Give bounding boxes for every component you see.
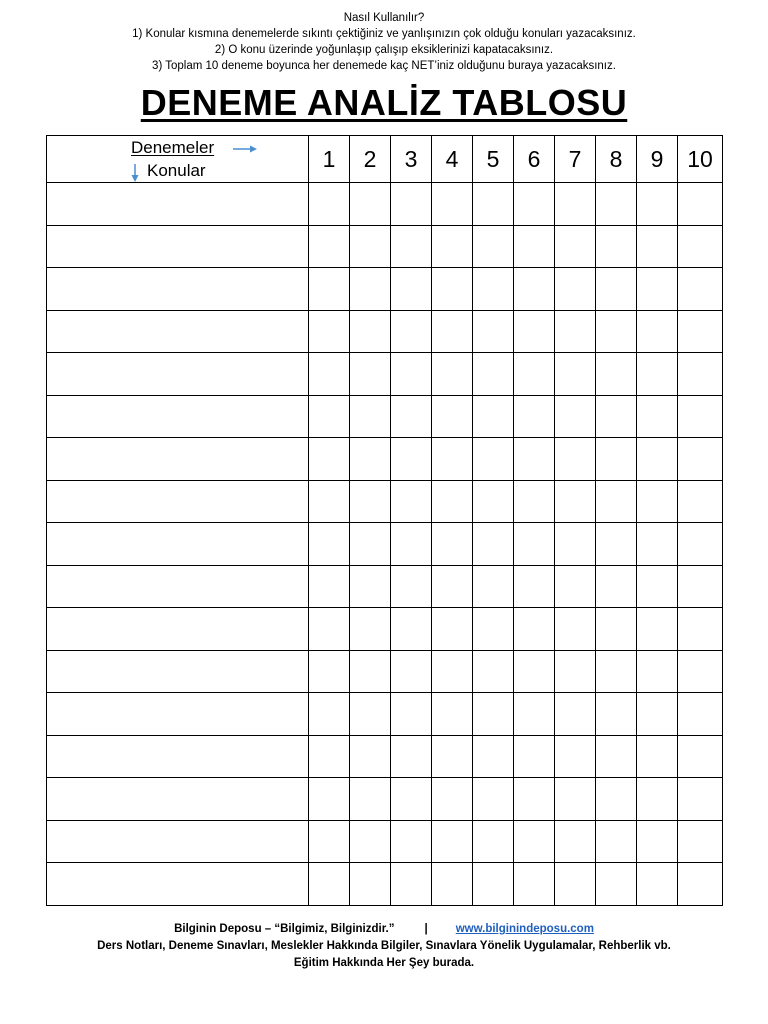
net-cell-1[interactable] [309,225,350,268]
net-cell-3[interactable] [391,693,432,736]
net-cell-5[interactable] [473,650,514,693]
net-cell-5[interactable] [473,268,514,311]
net-cell-9[interactable] [637,225,678,268]
net-cell-2[interactable] [350,608,391,651]
net-cell-5[interactable] [473,395,514,438]
topic-cell[interactable] [47,778,309,821]
net-cell-5[interactable] [473,778,514,821]
net-cell-7[interactable] [555,438,596,481]
net-cell-6[interactable] [514,778,555,821]
net-cell-1[interactable] [309,353,350,396]
net-cell-8[interactable] [596,863,637,906]
topic-cell[interactable] [47,608,309,651]
net-cell-10[interactable] [678,608,723,651]
website-link[interactable]: www.bilginindeposu.com [455,923,594,935]
arrow-down-icon [130,164,140,182]
net-cell-10[interactable] [678,693,723,736]
net-cell-6[interactable] [514,183,555,226]
column-header-5: 5 [473,136,514,183]
column-header-1: 1 [309,136,350,183]
net-cell-1[interactable] [309,310,350,353]
table-row [47,693,723,736]
net-cell-10[interactable] [678,268,723,311]
net-cell-8[interactable] [596,820,637,863]
net-cell-8[interactable] [596,565,637,608]
net-cell-3[interactable] [391,438,432,481]
net-cell-2[interactable] [350,395,391,438]
net-cell-7[interactable] [555,395,596,438]
net-cell-9[interactable] [637,523,678,566]
table-row [47,395,723,438]
net-cell-1[interactable] [309,778,350,821]
topic-cell[interactable] [47,820,309,863]
net-cell-4[interactable] [432,735,473,778]
net-cell-2[interactable] [350,225,391,268]
net-cell-4[interactable] [432,268,473,311]
net-cell-8[interactable] [596,608,637,651]
net-cell-9[interactable] [637,608,678,651]
net-cell-1[interactable] [309,183,350,226]
net-cell-4[interactable] [432,395,473,438]
net-cell-9[interactable] [637,353,678,396]
net-cell-2[interactable] [350,565,391,608]
corner-header-cell [47,136,309,183]
topic-cell[interactable] [47,438,309,481]
net-cell-7[interactable] [555,523,596,566]
net-cell-5[interactable] [473,183,514,226]
denemeler-label: Denemeler [131,138,215,157]
column-header-2: 2 [350,136,391,183]
net-cell-3[interactable] [391,268,432,311]
net-cell-9[interactable] [637,778,678,821]
column-header-7: 7 [555,136,596,183]
net-cell-3[interactable] [391,353,432,396]
net-cell-8[interactable] [596,693,637,736]
net-cell-9[interactable] [637,863,678,906]
net-cell-2[interactable] [350,778,391,821]
net-cell-4[interactable] [432,480,473,523]
net-cell-1[interactable] [309,735,350,778]
net-cell-4[interactable] [432,225,473,268]
net-cell-8[interactable] [596,353,637,396]
net-cell-3[interactable] [391,480,432,523]
net-cell-1[interactable] [309,863,350,906]
net-cell-6[interactable] [514,480,555,523]
net-cell-1[interactable] [309,650,350,693]
topic-cell[interactable] [47,863,309,906]
net-cell-3[interactable] [391,608,432,651]
net-cell-5[interactable] [473,820,514,863]
table-row [47,523,723,566]
net-cell-5[interactable] [473,480,514,523]
net-cell-1[interactable] [309,693,350,736]
footer-line-1 [0,921,768,938]
topic-cell[interactable] [47,650,309,693]
net-cell-10[interactable] [678,565,723,608]
net-cell-9[interactable] [637,268,678,311]
table-row [47,608,723,651]
instructions-heading: Nasıl Kullanılır? [343,12,425,24]
net-cell-6[interactable] [514,310,555,353]
net-cell-10[interactable] [678,225,723,268]
net-cell-2[interactable] [350,310,391,353]
page-title: DENEME ANALİZ TABLOSU [140,82,628,123]
footer-line-2: Ders Notları, Deneme Sınavları, Meslekler Hakkında Bilgiler, Sınavlara Yönelik Uygulamalar, Rehberlik vb. [97,940,671,952]
net-cell-6[interactable] [514,863,555,906]
net-cell-10[interactable] [678,310,723,353]
net-cell-8[interactable] [596,268,637,311]
net-cell-7[interactable] [555,608,596,651]
net-cell-2[interactable] [350,353,391,396]
net-cell-10[interactable] [678,523,723,566]
table-row [47,225,723,268]
topic-cell[interactable] [47,735,309,778]
net-cell-9[interactable] [637,735,678,778]
column-header-9: 9 [637,136,678,183]
table-row [47,438,723,481]
net-cell-8[interactable] [596,310,637,353]
net-cell-2[interactable] [350,268,391,311]
net-cell-6[interactable] [514,693,555,736]
net-cell-4[interactable] [432,693,473,736]
net-cell-3[interactable] [391,523,432,566]
topic-cell[interactable] [47,523,309,566]
topic-cell[interactable] [47,693,309,736]
net-cell-4[interactable] [432,353,473,396]
column-header-10: 10 [678,136,723,183]
topic-cell[interactable] [47,395,309,438]
net-cell-7[interactable] [555,310,596,353]
net-cell-9[interactable] [637,438,678,481]
net-cell-10[interactable] [678,735,723,778]
table-row [47,268,723,311]
net-cell-8[interactable] [596,778,637,821]
net-cell-7[interactable] [555,650,596,693]
net-cell-8[interactable] [596,735,637,778]
net-cell-3[interactable] [391,863,432,906]
net-cell-10[interactable] [678,480,723,523]
table-row [47,650,723,693]
net-cell-4[interactable] [432,565,473,608]
column-header-6: 6 [514,136,555,183]
net-cell-4[interactable] [432,863,473,906]
net-cell-7[interactable] [555,183,596,226]
net-cell-7[interactable] [555,480,596,523]
net-cell-4[interactable] [432,183,473,226]
net-cell-6[interactable] [514,735,555,778]
footer-brand: Bilginin Deposu – “Bilgimiz, Bilginizdir.” [174,923,395,935]
topic-cell[interactable] [47,225,309,268]
instruction-step-3: 3) Toplam 10 deneme boyunca her denemede kaç NET’iniz olduğunu buraya yazacaksınız. [152,60,616,72]
net-cell-3[interactable] [391,778,432,821]
net-cell-3[interactable] [391,395,432,438]
net-cell-5[interactable] [473,353,514,396]
net-cell-10[interactable] [678,438,723,481]
net-cell-9[interactable] [637,693,678,736]
net-cell-2[interactable] [350,523,391,566]
topic-cell[interactable] [47,183,309,226]
net-cell-10[interactable] [678,778,723,821]
net-cell-5[interactable] [473,438,514,481]
table-header-row [47,136,723,183]
topic-cell[interactable] [47,353,309,396]
table-row [47,310,723,353]
net-cell-2[interactable] [350,693,391,736]
net-cell-3[interactable] [391,183,432,226]
net-cell-6[interactable] [514,820,555,863]
net-cell-2[interactable] [350,863,391,906]
net-cell-5[interactable] [473,523,514,566]
net-cell-7[interactable] [555,820,596,863]
net-cell-3[interactable] [391,735,432,778]
net-cell-1[interactable] [309,523,350,566]
net-cell-1[interactable] [309,608,350,651]
net-cell-9[interactable] [637,310,678,353]
net-cell-7[interactable] [555,225,596,268]
net-cell-4[interactable] [432,820,473,863]
net-cell-9[interactable] [637,820,678,863]
footer [0,921,768,972]
net-cell-6[interactable] [514,353,555,396]
net-cell-6[interactable] [514,225,555,268]
net-cell-6[interactable] [514,650,555,693]
table-row [47,863,723,906]
net-cell-1[interactable] [309,820,350,863]
net-cell-1[interactable] [309,268,350,311]
topic-cell[interactable] [47,268,309,311]
table-row [47,565,723,608]
net-cell-2[interactable] [350,480,391,523]
net-cell-1[interactable] [309,395,350,438]
net-cell-2[interactable] [350,183,391,226]
net-cell-4[interactable] [432,650,473,693]
net-cell-8[interactable] [596,650,637,693]
net-cell-1[interactable] [309,480,350,523]
net-cell-9[interactable] [637,650,678,693]
instruction-step-1: 1) Konular kısmına denemelerde sıkıntı çektiğiniz ve yanlışınızın çok olduğu konuları yazacaksınız. [132,28,636,40]
konular-label: Konular [147,161,206,180]
net-cell-10[interactable] [678,820,723,863]
net-cell-5[interactable] [473,310,514,353]
net-cell-7[interactable] [555,778,596,821]
net-cell-5[interactable] [473,735,514,778]
topic-cell[interactable] [47,565,309,608]
net-cell-5[interactable] [473,863,514,906]
net-cell-6[interactable] [514,565,555,608]
net-cell-10[interactable] [678,863,723,906]
net-cell-10[interactable] [678,353,723,396]
net-cell-6[interactable] [514,523,555,566]
table-row [47,183,723,226]
net-cell-7[interactable] [555,735,596,778]
instructions-block [0,10,768,74]
net-cell-9[interactable] [637,183,678,226]
net-cell-8[interactable] [596,438,637,481]
net-cell-9[interactable] [637,565,678,608]
net-cell-2[interactable] [350,820,391,863]
net-cell-4[interactable] [432,438,473,481]
net-cell-2[interactable] [350,735,391,778]
net-cell-6[interactable] [514,268,555,311]
net-cell-5[interactable] [473,608,514,651]
net-cell-10[interactable] [678,395,723,438]
net-cell-4[interactable] [432,608,473,651]
net-cell-4[interactable] [432,310,473,353]
net-cell-2[interactable] [350,438,391,481]
net-cell-8[interactable] [596,183,637,226]
net-cell-7[interactable] [555,863,596,906]
arrow-right-icon [233,144,257,154]
net-cell-1[interactable] [309,565,350,608]
net-cell-5[interactable] [473,225,514,268]
net-cell-3[interactable] [391,650,432,693]
table-row [47,735,723,778]
net-cell-4[interactable] [432,778,473,821]
net-cell-5[interactable] [473,565,514,608]
net-cell-3[interactable] [391,310,432,353]
net-cell-7[interactable] [555,693,596,736]
table-row [47,480,723,523]
net-cell-6[interactable] [514,395,555,438]
net-cell-10[interactable] [678,650,723,693]
net-cell-9[interactable] [637,480,678,523]
footer-separator: | [424,923,428,935]
net-cell-8[interactable] [596,395,637,438]
net-cell-6[interactable] [514,608,555,651]
net-cell-2[interactable] [350,650,391,693]
footer-line-3: Eğitim Hakkında Her Şey burada. [293,957,475,969]
topic-cell[interactable] [47,480,309,523]
topic-cell[interactable] [47,310,309,353]
net-cell-3[interactable] [391,820,432,863]
net-cell-8[interactable] [596,480,637,523]
net-cell-7[interactable] [555,353,596,396]
column-header-8: 8 [596,136,637,183]
net-cell-3[interactable] [391,565,432,608]
instruction-step-2: 2) O konu üzerinde yoğunlaşıp çalışıp eksiklerinizi kapatacaksınız. [214,44,554,56]
table-row [47,778,723,821]
net-cell-7[interactable] [555,565,596,608]
net-cell-3[interactable] [391,225,432,268]
net-cell-9[interactable] [637,395,678,438]
column-header-4: 4 [432,136,473,183]
net-cell-8[interactable] [596,225,637,268]
table-row [47,353,723,396]
table-row [47,820,723,863]
net-cell-6[interactable] [514,438,555,481]
net-cell-10[interactable] [678,183,723,226]
net-cell-5[interactable] [473,693,514,736]
net-cell-8[interactable] [596,523,637,566]
analysis-table [46,135,723,906]
net-cell-1[interactable] [309,438,350,481]
net-cell-4[interactable] [432,523,473,566]
column-header-3: 3 [391,136,432,183]
net-cell-7[interactable] [555,268,596,311]
